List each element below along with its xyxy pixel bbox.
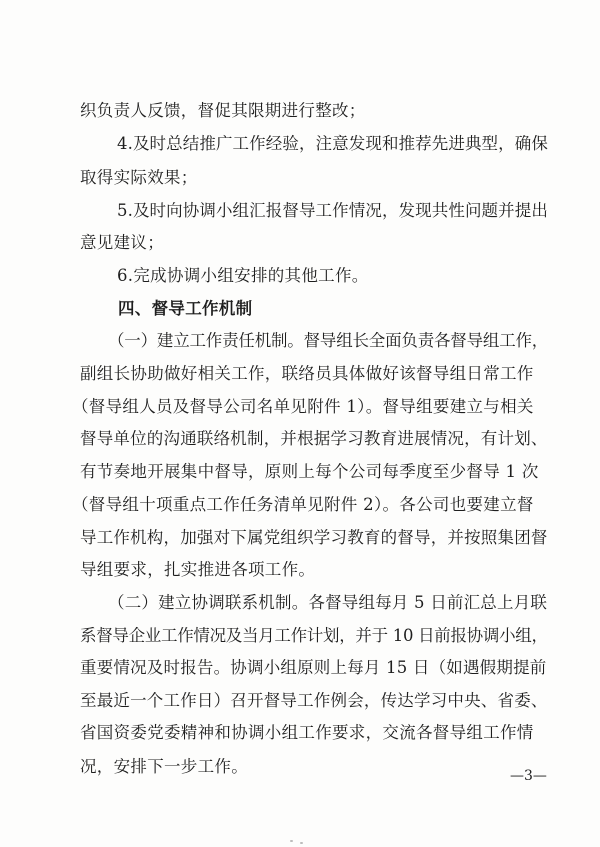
text-line-16: （二）建立协调联系机制。各督导组每月 5 日前汇总上月联 xyxy=(108,593,548,612)
page-number: —3— xyxy=(510,768,547,784)
text-line-9: 副组长协助做好相关工作，联络员具体做好该督导组日常工作 xyxy=(80,364,534,383)
text-line-2: 4.及时总结推广工作经验，注意发现和推荐先进典型，确保 xyxy=(117,134,548,153)
text-line-6: 6.完成协调小组安排的其他工作。 xyxy=(117,266,369,285)
text-line-15: 导组要求，扎实推进各项工作。 xyxy=(80,560,316,579)
text-line-12: 有节奏地开展集中督导，原则上每个公司每季度至少督导 1 次 xyxy=(80,462,539,481)
section-heading: 四、督导工作机制 xyxy=(118,299,253,318)
text-line-4: 5.及时向协调小组汇报督导工作情况，发现共性问题并提出 xyxy=(117,201,548,220)
scan-speck xyxy=(300,842,303,844)
text-line-1: 织负责人反馈，督促其限期进行整改； xyxy=(80,101,366,120)
text-line-21: 况，安排下一步工作。 xyxy=(80,757,248,776)
scan-speck xyxy=(290,840,293,842)
text-line-10: （督导组人员及督导公司名单见附件 1）。督导组要建立与相关 xyxy=(72,397,534,416)
text-line-11: 督导单位的沟通联络机制，并根据学习教育进展情况，有计划、 xyxy=(80,429,548,448)
text-line-3: 取得实际效果； xyxy=(80,168,198,187)
text-line-19: 至最近一个工作日）召开督导工作例会，传达学习中央、省委、 xyxy=(80,691,548,710)
text-line-5: 意见建议； xyxy=(80,233,164,252)
text-line-17: 系督导企业工作情况及当月工作计划，并于 10 日前报协调小组， xyxy=(80,626,548,645)
text-line-13: （督导组十项重点工作任务清单见附件 2）。各公司也要建立督 xyxy=(72,495,534,514)
text-line-8: （一）建立工作责任机制。督导组长全面负责各督导组工作， xyxy=(108,331,549,350)
text-line-14: 导工作机构，加强对下属党组织学习教育的督导，并按照集团督 xyxy=(80,528,548,547)
text-line-18: 重要情况及时报告。协调小组原则上每月 15 日（如遇假期提前 xyxy=(80,658,547,677)
text-line-20: 省国资委党委精神和协调小组工作要求，交流各督导组工作情 xyxy=(80,723,534,742)
